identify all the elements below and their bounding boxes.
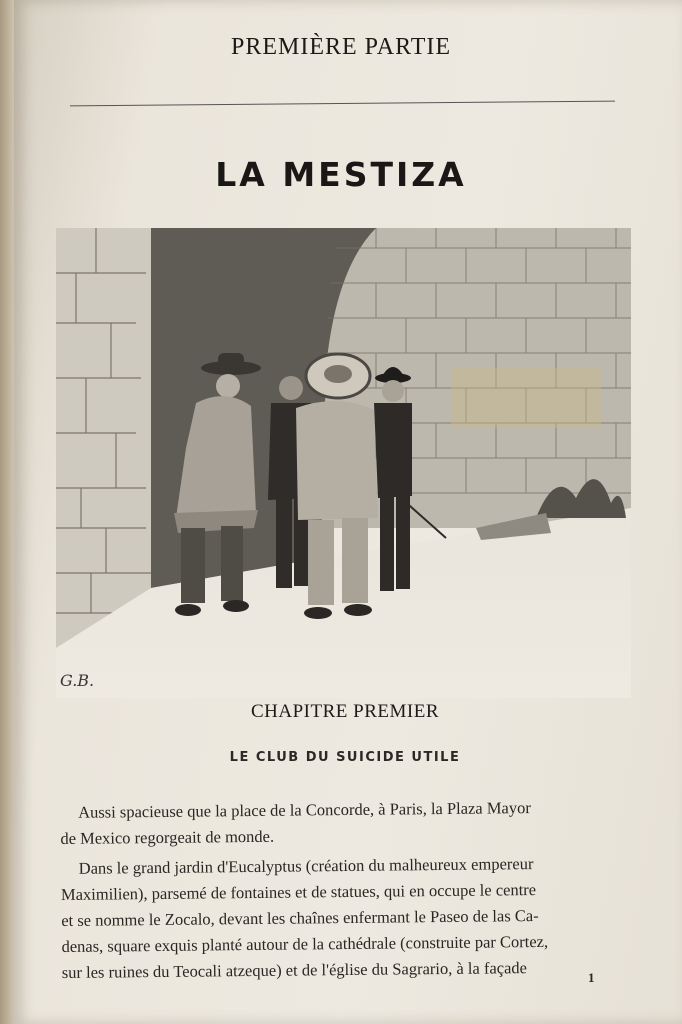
- paragraph: [61, 850, 647, 986]
- text-line: sur les ruines du Teocali atzeque) et de l'église du Sagrario, à la façade: [61, 958, 528, 982]
- text-line: denas, square exquis planté autour de la cathédrale (construite par Cortez,: [61, 931, 549, 956]
- body-text: [60, 794, 647, 990]
- illustration-signature: G.B.: [60, 671, 95, 690]
- text-line: de Mexico regorgeait de monde.: [60, 826, 275, 848]
- chapter-title: CHAPITRE PREMIER: [251, 701, 439, 722]
- part-title: PREMIÈRE PARTIE: [230, 34, 452, 60]
- paragraph: [60, 794, 646, 852]
- stone-pillar: [56, 228, 151, 648]
- main-title: LA MESTIZA: [215, 155, 467, 194]
- text-line: et se nomme le Zocalo, devant les chaînes enfermant le Paseo de las Ca-: [61, 905, 539, 930]
- text-line: Dans le grand jardin d'Eucalyptus (création du malheureux empereur: [78, 854, 534, 878]
- chapter-subtitle: LE CLUB DU SUICIDE UTILE: [229, 750, 461, 765]
- text-line: Maximilien), parsemé de fontaines et de statues, qui en occupe le centre: [60, 880, 537, 904]
- engraving-illustration: [56, 228, 631, 698]
- page-number: 1: [588, 970, 595, 985]
- text-line: Aussi spacieuse que la place de la Concorde, à Paris, la Plaza Mayor: [78, 798, 531, 822]
